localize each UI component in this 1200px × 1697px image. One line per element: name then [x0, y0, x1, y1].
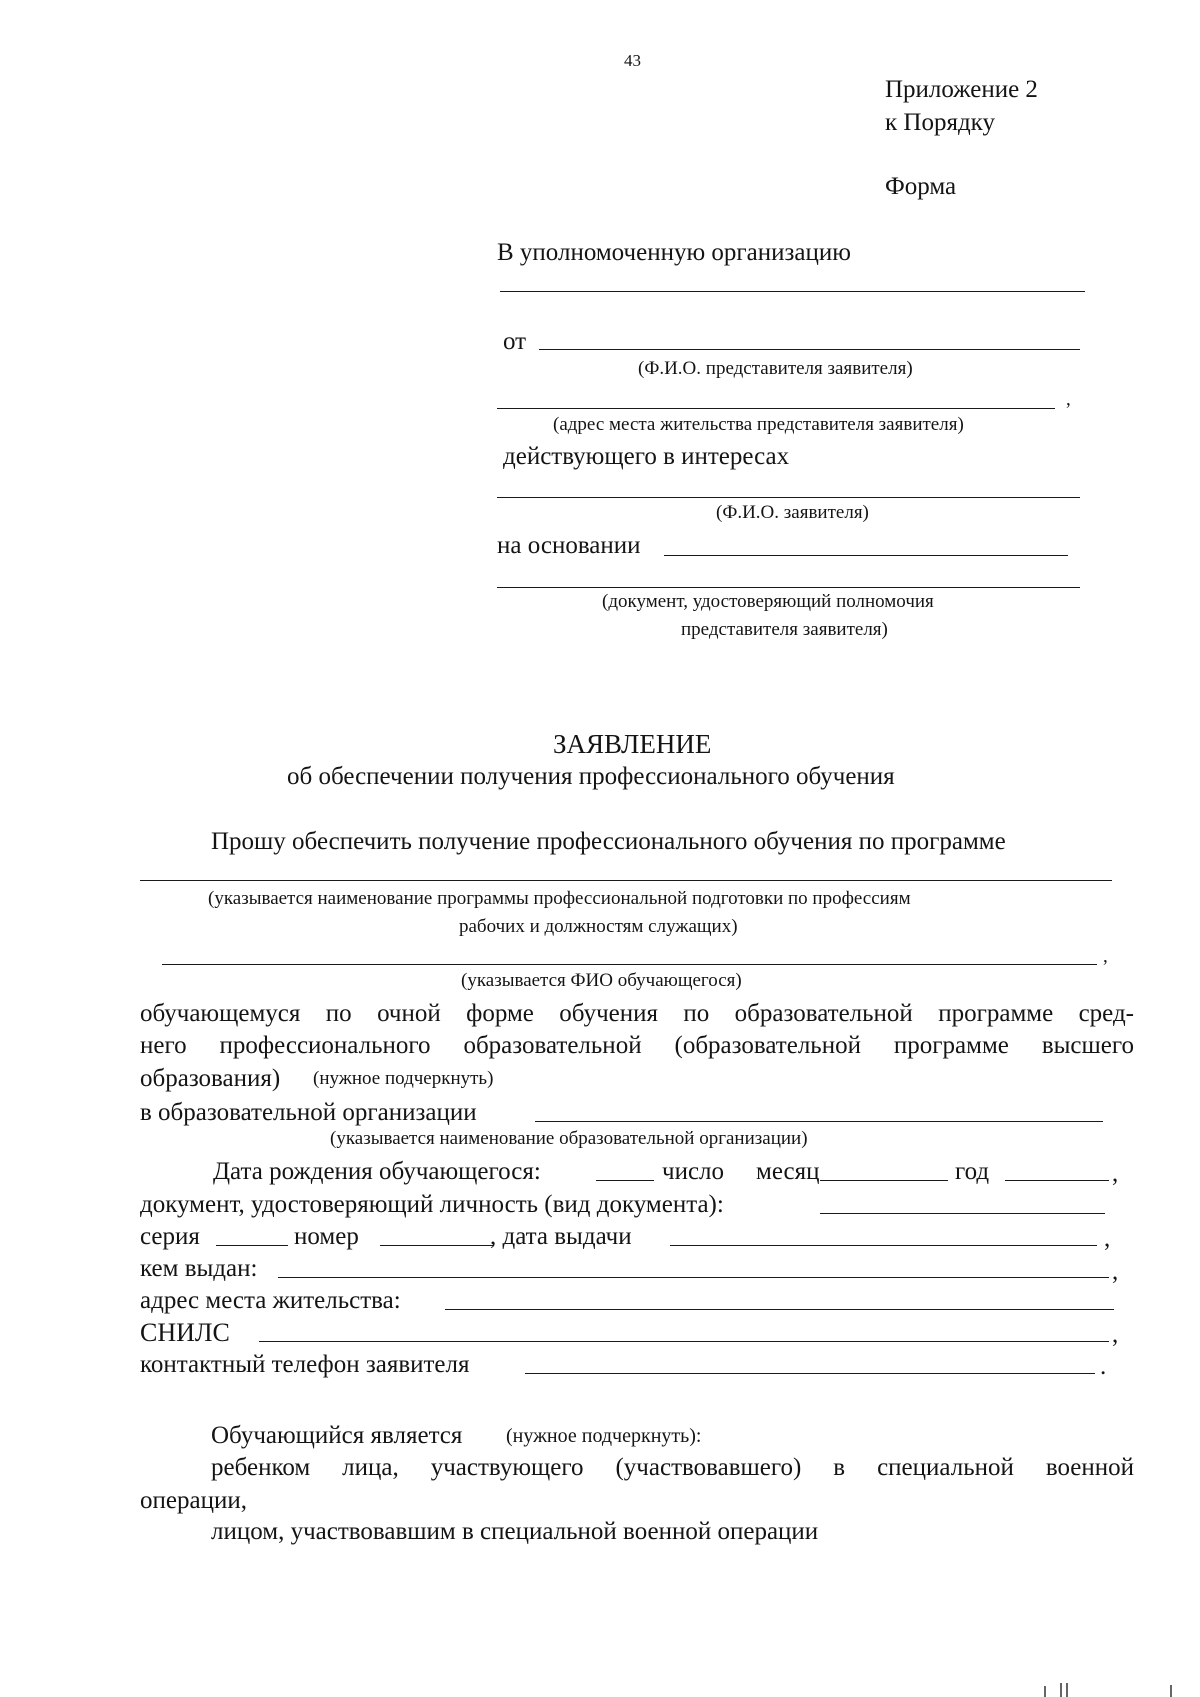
status-intro-note: (нужное подчеркнуть):: [506, 1425, 702, 1447]
comma: ,: [1104, 1225, 1111, 1252]
series-field[interactable]: [216, 1245, 288, 1246]
request-text: Прошу обеспечить получение профессионального обучения по программе: [211, 828, 1006, 855]
status-intro: Обучающийся является: [211, 1422, 463, 1449]
educational-org-field[interactable]: [535, 1121, 1103, 1122]
document-title: ЗАЯВЛЕНИЕ: [553, 729, 712, 759]
birth-date-label: Дата рождения обучающегося:: [213, 1158, 541, 1185]
document-subtitle: об обеспечении получения профессионального обучения: [287, 763, 895, 790]
program-hint-line2: рабочих и должностям служащих): [459, 916, 738, 937]
period: .: [1100, 1353, 1107, 1380]
acting-for-label: действующего в интересах: [503, 443, 790, 470]
comma: ,: [1103, 946, 1108, 967]
comma: ,: [1112, 1258, 1119, 1285]
phone-field[interactable]: [525, 1373, 1095, 1374]
document-hint-line2: представителя заявителя): [681, 619, 888, 640]
educational-org-hint: (указывается наименование образовательной организации): [330, 1128, 808, 1149]
series-label: серия: [140, 1223, 200, 1250]
appendix-label: Приложение 2: [885, 76, 1038, 103]
representative-name-field[interactable]: [539, 349, 1080, 350]
month-label: месяц: [756, 1158, 820, 1185]
representative-address-hint: (адрес места жительства представителя заявителя): [553, 414, 964, 435]
year-label: год: [955, 1158, 990, 1185]
program-name-field[interactable]: [140, 880, 1112, 881]
scan-mark: [1060, 1683, 1062, 1697]
student-name-field[interactable]: [162, 964, 1097, 965]
address-label: адрес места жительства:: [140, 1287, 401, 1314]
scan-mark: [1066, 1683, 1068, 1697]
representative-name-hint: (Ф.И.О. представителя заявителя): [638, 358, 913, 379]
phone-label: контактный телефон заявителя: [140, 1351, 470, 1378]
education-form-line2: него профессионального образовательной (образовательной программе высшего: [140, 1032, 1134, 1059]
applicant-name-field[interactable]: [497, 497, 1080, 498]
address-field[interactable]: [445, 1309, 1114, 1310]
basis-document-field-2[interactable]: [497, 587, 1080, 588]
educational-org-label: в образовательной организации: [140, 1099, 477, 1126]
issued-by-label: кем выдан:: [140, 1255, 258, 1282]
scan-mark: [1044, 1686, 1046, 1697]
scan-mark: [1170, 1685, 1172, 1697]
birth-year-field[interactable]: [1005, 1180, 1109, 1181]
document-hint-line1: (документ, удостоверяющий полномочия: [602, 591, 934, 612]
program-hint-line1: (указывается наименование программы профессиональной подготовки по профессиям: [208, 888, 911, 909]
status-option-child-line1: ребенком лица, участвующего (участвовавшего) в специальной военной: [211, 1454, 1134, 1481]
representative-address-field[interactable]: [497, 408, 1055, 409]
number-field[interactable]: [380, 1245, 493, 1246]
basis-document-field[interactable]: [664, 555, 1068, 556]
from-label: от: [503, 328, 527, 355]
snils-field[interactable]: [259, 1341, 1109, 1342]
birth-month-field[interactable]: [820, 1180, 948, 1181]
day-label: число: [662, 1158, 725, 1185]
comma: ,: [1112, 1321, 1119, 1348]
status-option-child-line2: операции,: [140, 1487, 247, 1514]
issue-date-field[interactable]: [670, 1245, 1097, 1246]
number-label: номер: [294, 1223, 359, 1250]
recipient-org-field[interactable]: [500, 291, 1085, 292]
issued-by-field[interactable]: [278, 1277, 1109, 1278]
applicant-name-hint: (Ф.И.О. заявителя): [716, 502, 869, 523]
recipient-org-label: В уполномоченную организацию: [497, 239, 851, 266]
issue-date-label: , дата выдачи: [490, 1223, 632, 1250]
education-form-line1: обучающемуся по очной форме обучения по образовательной программе сред-: [140, 1000, 1134, 1027]
page-number: 43: [624, 51, 641, 70]
birth-day-field[interactable]: [596, 1180, 654, 1181]
student-name-hint: (указывается ФИО обучающегося): [461, 970, 742, 991]
comma: ,: [1066, 389, 1071, 410]
basis-label: на основании: [497, 532, 641, 559]
status-option-participant: лицом, участвовавшим в специальной военной операции: [211, 1518, 819, 1545]
id-document-label: документ, удостоверяющий личность (вид документа):: [140, 1191, 724, 1218]
id-document-type-field[interactable]: [820, 1213, 1105, 1214]
form-label: Форма: [885, 173, 957, 200]
underline-note: (нужное подчеркнуть): [313, 1068, 494, 1089]
comma: ,: [1112, 1160, 1119, 1187]
education-form-line3: образования): [140, 1065, 281, 1092]
order-label: к Порядку: [885, 109, 995, 136]
snils-label: СНИЛС: [140, 1318, 230, 1347]
